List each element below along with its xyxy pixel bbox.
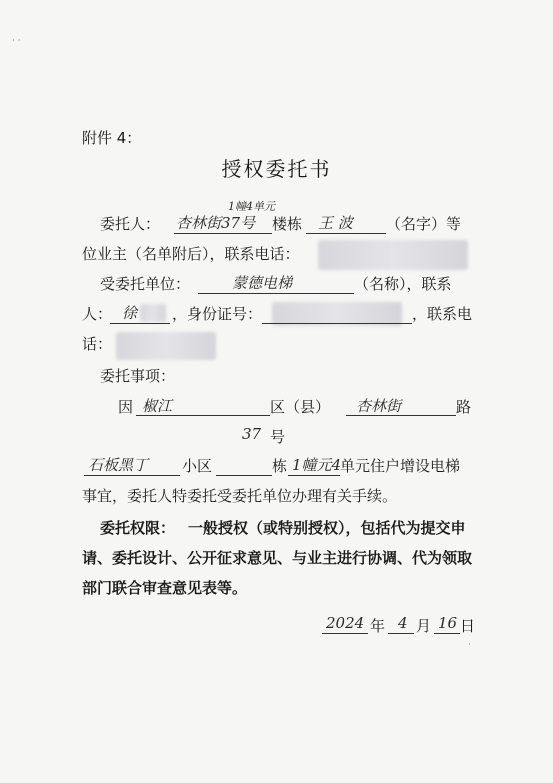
number-handwritten: 37 bbox=[242, 425, 262, 443]
day-label: 日 bbox=[460, 617, 476, 635]
road-handwritten: 杏林街 bbox=[356, 397, 402, 415]
name-suffix: （名字）等 bbox=[386, 215, 462, 233]
company-underline bbox=[198, 293, 354, 294]
building-number-suffix: 栋 bbox=[272, 457, 288, 475]
date-month-handwritten: 4 bbox=[398, 614, 408, 632]
principal-label: 委托人： bbox=[100, 215, 161, 233]
principal-name-handwritten: 王 波 bbox=[318, 214, 353, 232]
company-suffix: （名称），联系 bbox=[354, 275, 452, 293]
authority-text-1: 一般授权（或特别授权），包括代为提交申 bbox=[188, 519, 466, 537]
district-handwritten: 椒江 bbox=[142, 397, 173, 415]
community-underline bbox=[84, 475, 180, 476]
date-day-handwritten: 16 bbox=[438, 614, 458, 632]
redacted-phone bbox=[318, 240, 468, 270]
community-handwritten: 石板黑丁 bbox=[88, 456, 149, 474]
agent-company-handwritten: 蒙德电梯 bbox=[232, 274, 293, 292]
person-underline bbox=[110, 323, 170, 324]
year-label: 年 bbox=[370, 617, 386, 635]
building-suffix: 楼栋 bbox=[272, 215, 303, 233]
document-title: 授权委托书 bbox=[221, 157, 332, 181]
district-underline bbox=[136, 415, 270, 416]
authority-label: 委托权限： bbox=[100, 519, 176, 537]
contact-person-handwritten: 徐 bbox=[122, 304, 138, 322]
id-underline bbox=[262, 323, 412, 324]
contact-person-label: 人： bbox=[82, 305, 113, 323]
community-suffix: 小区 bbox=[182, 457, 213, 475]
scan-mark: · · bbox=[12, 36, 21, 46]
owners-phone-label: 位业主（名单附后），联系电话： bbox=[82, 245, 300, 263]
road-suffix: 路 bbox=[456, 398, 472, 416]
attachment-label: 附件 4： bbox=[82, 129, 142, 147]
yin-label: 因 bbox=[118, 398, 134, 416]
unit-handwritten-above: 1幢4单元 bbox=[228, 200, 275, 213]
building-underline bbox=[174, 233, 272, 234]
id-number-label: ，身份证号： bbox=[172, 305, 263, 323]
unit-suffix: 单元住户增设电梯 bbox=[340, 457, 461, 475]
day-underline bbox=[434, 633, 460, 634]
number-suffix: 号 bbox=[270, 428, 286, 446]
contact-phone-label: ，联系电 bbox=[412, 305, 473, 323]
agent-unit-label: 受委托单位： bbox=[100, 275, 191, 293]
unit-underline bbox=[288, 475, 340, 476]
month-underline bbox=[388, 633, 414, 634]
unit-handwritten: 1幢元4 bbox=[292, 456, 342, 474]
phone-label: 话： bbox=[82, 335, 113, 353]
month-label: 月 bbox=[416, 617, 432, 635]
district-suffix: 区（县） bbox=[270, 398, 331, 416]
authority-text-3: 部门联合审查意见表等。 bbox=[82, 579, 248, 597]
date-year-handwritten: 2024 bbox=[326, 614, 365, 632]
scan-mark-bottom: · bbox=[468, 640, 471, 650]
building-handwritten: 杏林街37号 bbox=[176, 214, 256, 232]
road-underline bbox=[346, 415, 456, 416]
name-underline bbox=[306, 233, 386, 234]
redacted-name bbox=[140, 304, 166, 322]
matter-description: 事宜，委托人特委托受委托单位办理有关手续。 bbox=[82, 487, 398, 505]
building-number-underline bbox=[216, 475, 272, 476]
redacted-agent-phone bbox=[116, 332, 216, 360]
year-underline bbox=[322, 633, 368, 634]
matters-label: 委托事项： bbox=[100, 367, 176, 385]
authority-text-2: 请、委托设计、公开征求意见、与业主进行协调、代为领取 bbox=[82, 549, 473, 567]
